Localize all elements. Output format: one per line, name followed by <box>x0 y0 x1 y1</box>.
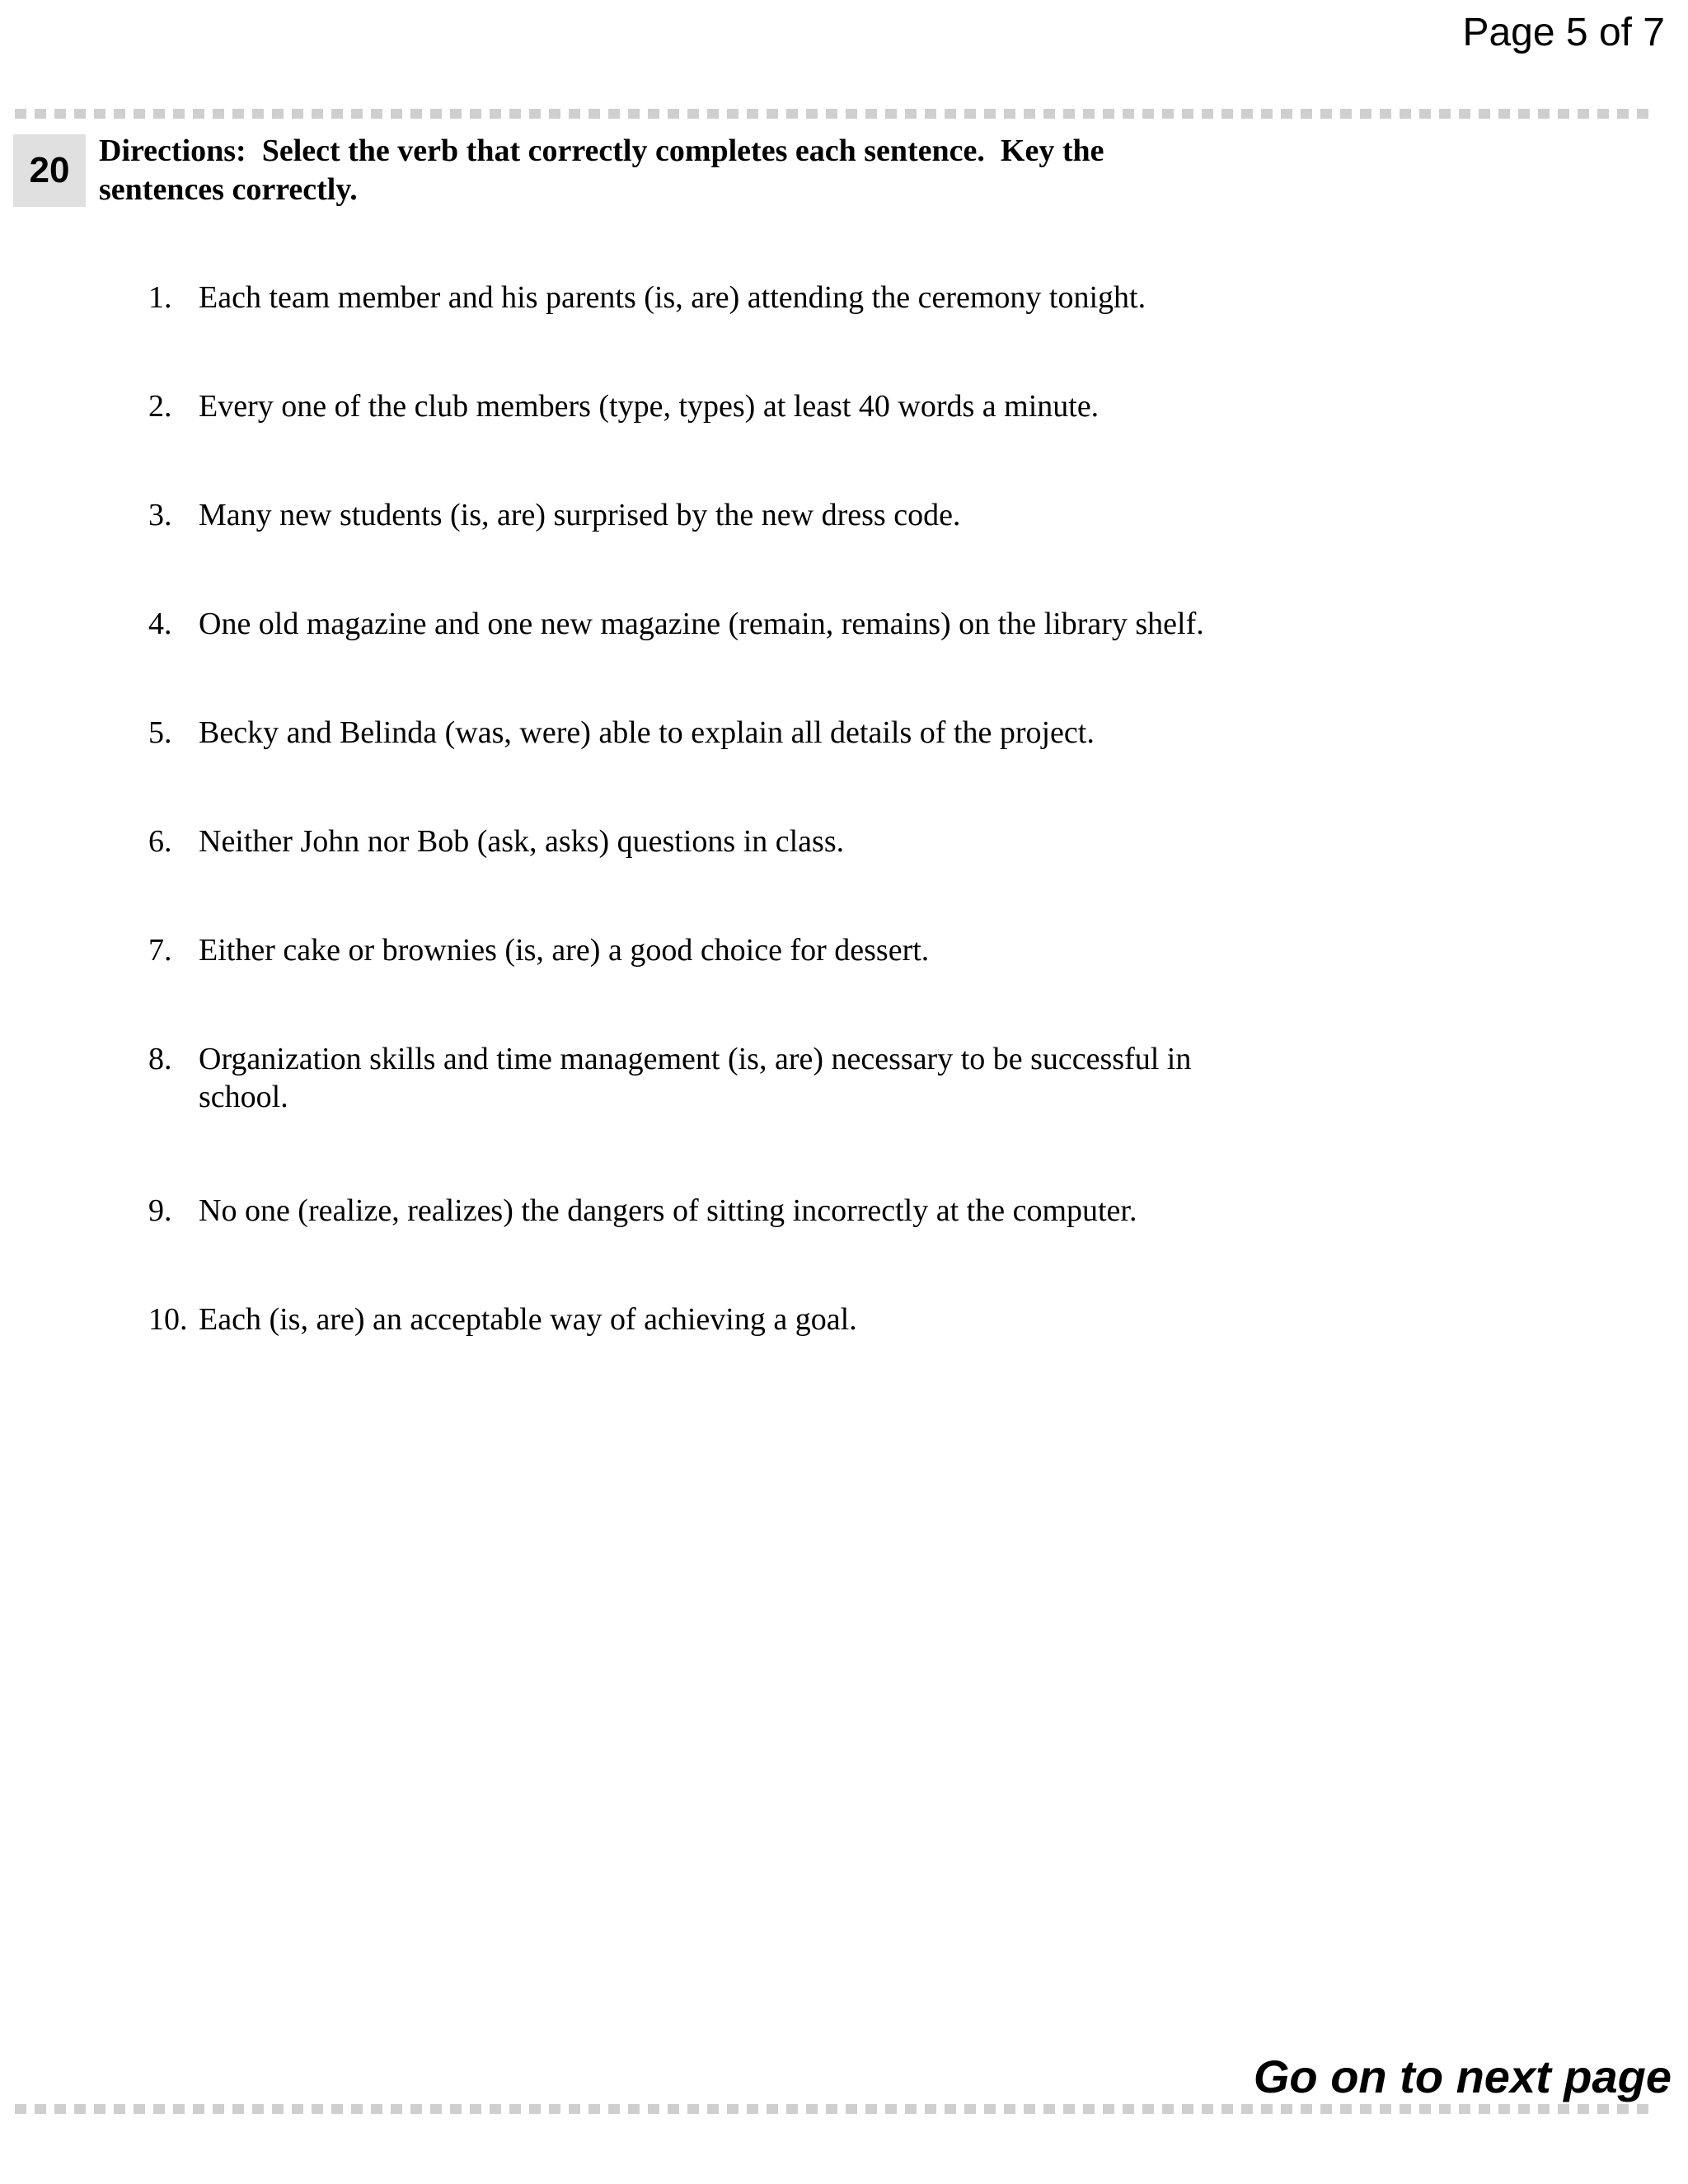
sentence-item <box>148 1040 1278 1116</box>
bottom-dashed-divider <box>15 2104 1657 2114</box>
sentence-item <box>148 279 1278 316</box>
sentence-number: 2. <box>148 389 172 424</box>
go-to-next-page-label: Go on to next page <box>1253 2050 1672 2102</box>
sentence-number: 6. <box>148 824 172 859</box>
sentence-number: 5. <box>148 715 172 750</box>
sentence-text: Becky and Belinda (was, were) able to explain all details of the project. <box>199 715 1095 750</box>
sentence-item <box>148 1192 1278 1230</box>
sentence-number: 3. <box>148 498 172 532</box>
sentence-item <box>148 387 1278 425</box>
sentence-text: Each team member and his parents (is, are) attending the ceremony tonight. <box>199 280 1146 315</box>
sentence-item <box>148 931 1278 969</box>
sentence-number: 4. <box>148 607 172 641</box>
top-dashed-divider <box>15 109 1657 119</box>
sentence-text: One old magazine and one new magazine (remain, remains) on the library shelf. <box>199 607 1204 641</box>
sentence-text: Every one of the club members (type, types) at least 40 words a minute. <box>199 389 1100 424</box>
sentence-text: No one (realize, realizes) the dangers of sitting incorrectly at the computer. <box>199 1193 1137 1228</box>
sentence-text: Each (is, are) an acceptable way of achieving a goal. <box>199 1302 857 1337</box>
sentence-list <box>148 279 1278 1409</box>
sentence-text: Neither John nor Bob (ask, asks) questions in class. <box>199 824 845 859</box>
sentence-text: Either cake or brownies (is, are) a good choice for dessert. <box>199 933 930 968</box>
sentence-item <box>148 605 1278 643</box>
sentence-number: 8. <box>148 1042 172 1076</box>
sentence-number: 7. <box>148 933 172 968</box>
sentence-text: Many new students (is, are) surprised by the new dress code. <box>199 498 961 532</box>
sentence-item <box>148 496 1278 534</box>
sentence-number: 9. <box>148 1193 172 1228</box>
sentence-number: 10. <box>148 1302 188 1337</box>
sentence-item <box>148 823 1278 860</box>
page-number: Page 5 of 7 <box>1462 11 1665 54</box>
directions-text: Directions: Select the verb that correctly completes each sentence. Key the sentences correctly. <box>99 134 1104 207</box>
sentence-text: Organization skills and time management (is, are) necessary to be successful in school. <box>199 1042 1192 1114</box>
question-number-badge: 20 <box>13 134 86 207</box>
sentence-item <box>148 714 1278 752</box>
sentence-item <box>148 1301 1278 1338</box>
sentence-number: 1. <box>148 280 172 315</box>
